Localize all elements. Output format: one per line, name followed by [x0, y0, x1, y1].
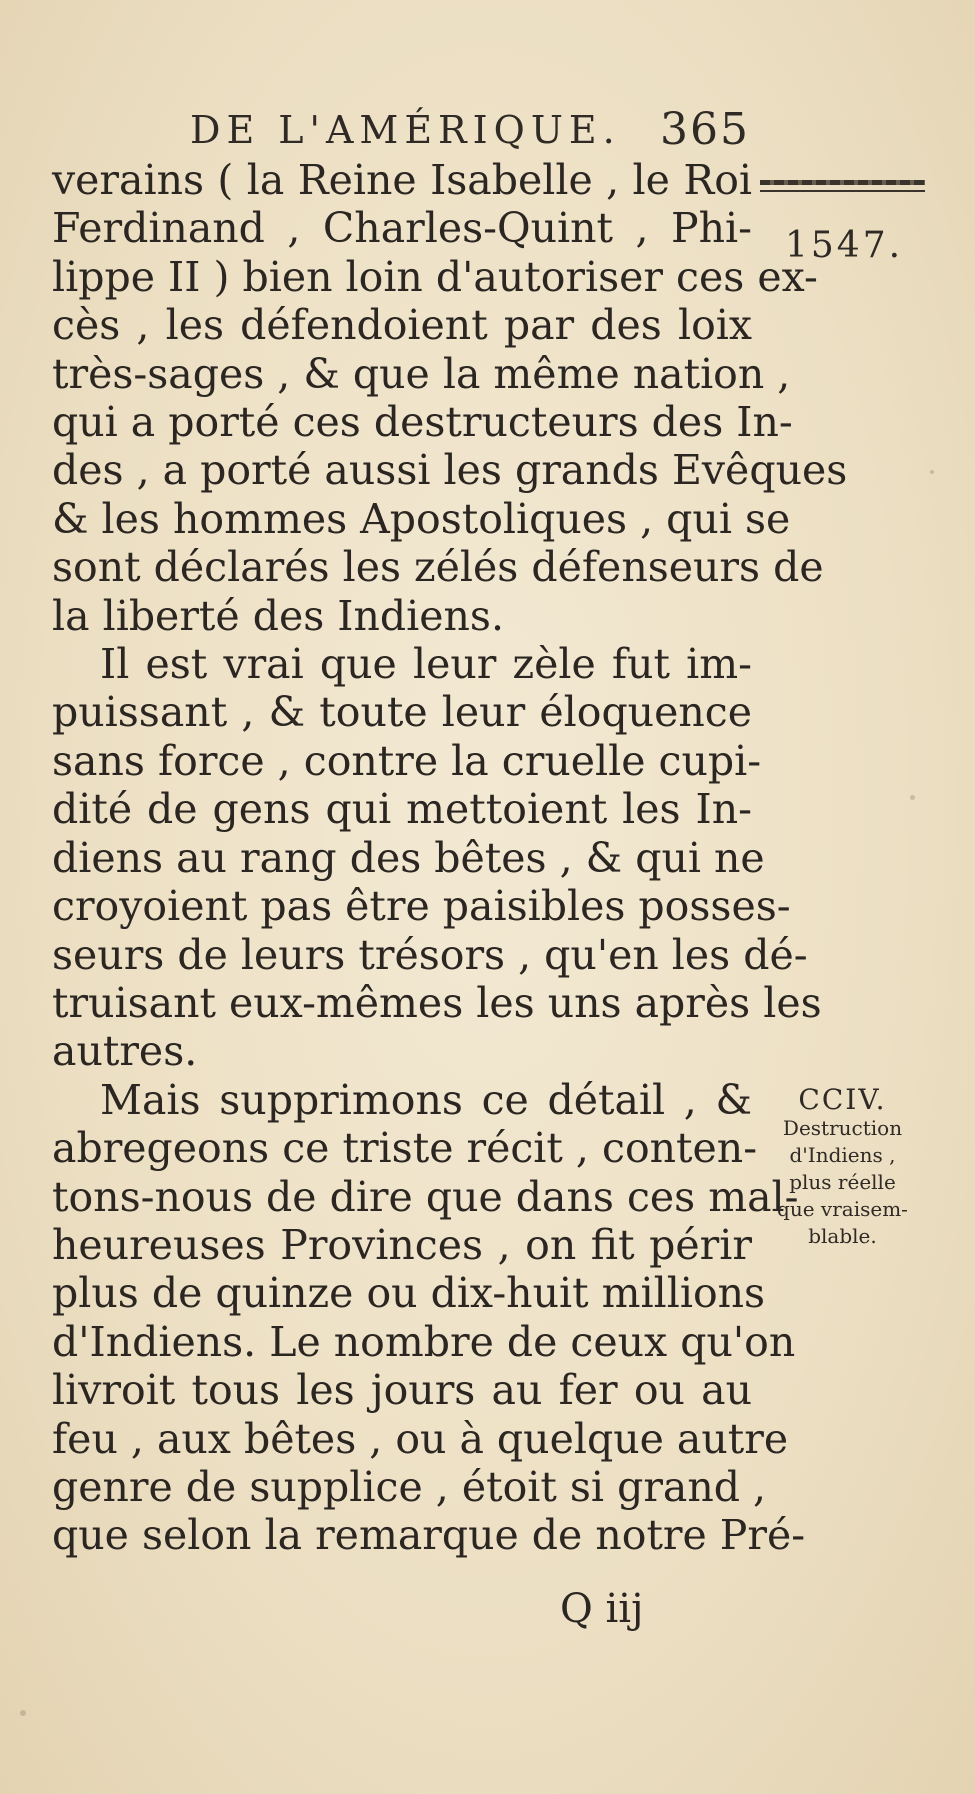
text-line: Mais supprimons ce détail , &	[100, 1075, 752, 1124]
text-line: lippe II ) bien loin d'autoriser ces ex-	[52, 252, 818, 301]
paper-speck	[910, 795, 915, 800]
text-line: heureuses Provinces , on fit périr	[52, 1220, 752, 1269]
text-line: livroit tous les jours au fer ou au	[52, 1366, 752, 1415]
text-line: que selon la remarque de notre Pré-	[52, 1511, 806, 1560]
paper-speck	[20, 1710, 26, 1716]
text-line: plus de quinze ou dix-huit millions	[52, 1269, 766, 1318]
page-number: 365	[660, 104, 750, 155]
signature-mark: Q iij	[560, 1586, 644, 1632]
running-title: DE L'AMÉRIQUE.	[190, 108, 621, 152]
text-line: très-sages , & que la même nation ,	[52, 349, 791, 398]
text-line: autres.	[52, 1027, 198, 1076]
text-line: diens au rang des bêtes , & qui ne	[52, 833, 765, 882]
text-line: seurs de leurs trésors , qu'en les dé-	[52, 930, 808, 979]
text-line: Il est vrai que leur zèle fut im-	[100, 640, 752, 689]
margin-note-line: que vraisem-	[777, 1197, 908, 1221]
text-line: sans force , contre la cruelle cupi-	[52, 736, 762, 785]
paper-speck	[930, 470, 934, 474]
margin-year: 1547.	[785, 225, 904, 266]
text-line: dité de gens qui mettoient les In-	[52, 785, 752, 834]
text-line: & les hommes Apostoliques , qui se	[52, 494, 791, 543]
text-line: d'Indiens. Le nombre de ceux qu'on	[52, 1317, 796, 1366]
margin-note-line: plus réelle	[789, 1170, 896, 1194]
text-line: sont déclarés les zélés défenseurs de	[52, 543, 824, 592]
margin-note-line: d'Indiens ,	[789, 1143, 896, 1167]
text-line: puissant , & toute leur éloquence	[52, 688, 752, 737]
margin-note-line: Destruction	[782, 1116, 903, 1140]
text-line: qui a porté ces destructeurs des In-	[52, 398, 793, 447]
text-line: feu , aux bêtes , ou à quelque autre	[52, 1414, 789, 1463]
text-line: abregeons ce triste récit , conten-	[52, 1124, 758, 1173]
margin-note-number: CCIV.	[798, 1083, 887, 1116]
text-line: des , a porté aussi les grands Evêques	[52, 446, 848, 495]
text-line: cès , les défendoient par des loix	[52, 301, 752, 350]
text-line: genre de supplice , étoit si grand ,	[52, 1462, 767, 1511]
margin-rule-ornament	[760, 180, 925, 185]
text-line: verains ( la Reine Isabelle , le Roi	[52, 156, 752, 204]
margin-note-line: blable.	[808, 1224, 877, 1248]
margin-rule-line	[760, 190, 925, 192]
text-line: Ferdinand , Charles-Quint , Phi-	[52, 204, 752, 253]
margin-note	[750, 1085, 935, 1250]
text-line: croyoient pas être paisibles posses-	[52, 882, 791, 931]
text-line: truisant eux-mêmes les uns après les	[52, 978, 822, 1027]
text-line: la liberté des Indiens.	[52, 591, 504, 640]
text-line: tons-nous de dire que dans ces mal-	[52, 1172, 799, 1221]
